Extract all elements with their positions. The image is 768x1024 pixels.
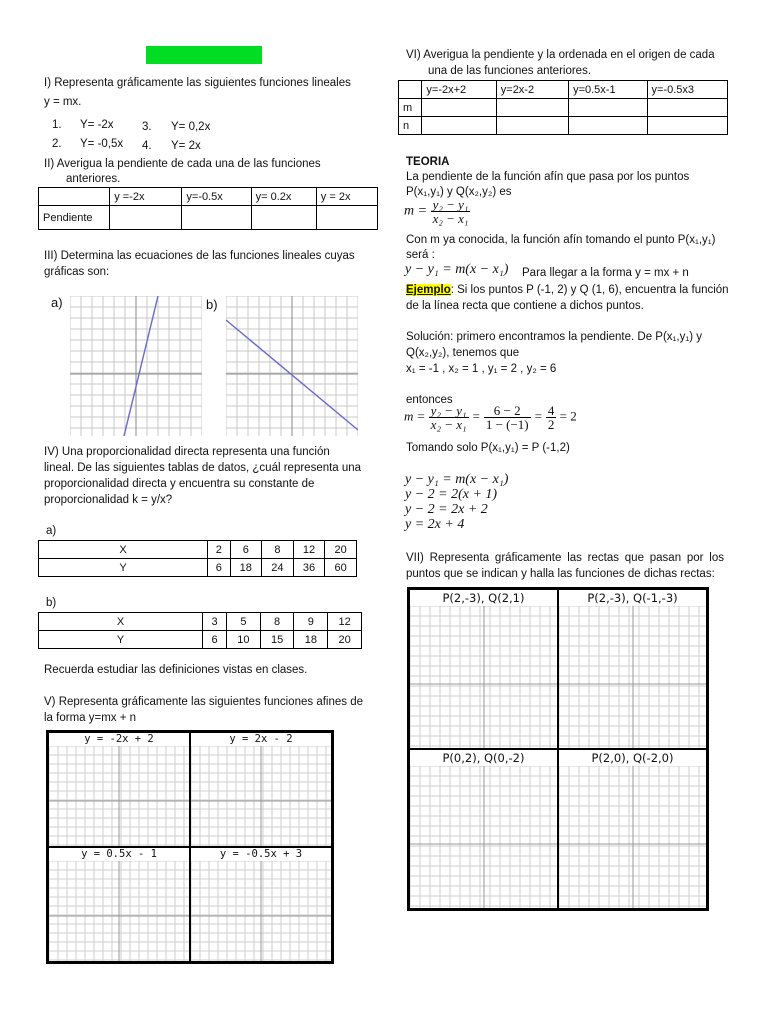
ejemplo-text: : Si los puntos P (-1, 2) y Q (1, 6), encuentra la función: [450, 284, 729, 296]
slope-calculation: m = $\frac{\text{y₂ − y₁}}{\text{x₂ − x₁}}$ = $\frac{6 - 2}{1 - (-1)}$ = $\frac{4}{2}$ = 2: [404, 403, 577, 432]
reminder-text: Recuerda estudiar las definiciones vistas en clases.: [44, 664, 308, 676]
data-table-b: [38, 612, 362, 649]
table-header: y= 0.2x: [251, 188, 316, 206]
section-5-title-cont: la forma y=mx + n: [44, 712, 137, 724]
table-cell[interactable]: [569, 117, 647, 135]
graph-a-line: [124, 296, 158, 436]
table-cell: 12: [293, 541, 325, 559]
list-item: Y= -2x: [80, 119, 114, 131]
table-cell: 20: [328, 631, 362, 649]
table-header: y = 2x: [316, 188, 377, 206]
formula-result: = 2: [559, 408, 577, 424]
list-number: 1.: [52, 119, 62, 131]
teoria-line: La pendiente de la función afín que pasa por los puntos: [406, 171, 690, 183]
section-5-title: V) Representa gráficamente las siguientes funciones afines de: [44, 696, 363, 708]
section-3-title: III) Determina las ecuaciones de las funciones lineales cuyas: [44, 250, 355, 262]
solution-step: y − 2 = 2x + 2: [405, 502, 488, 517]
section-4-line: IV) Una proporcionalidad directa representa una función: [44, 446, 330, 458]
table-cell: 18: [230, 559, 262, 577]
teoria-line: será :: [406, 249, 435, 261]
solution-line: Q(x₂,y₂), tenemos que: [406, 347, 520, 359]
table-cell[interactable]: [647, 117, 728, 135]
section-4-line: proporcionalidad k = y/x?: [44, 494, 173, 506]
slope-formula: [404, 198, 470, 225]
table-cell[interactable]: [569, 99, 647, 117]
table-cell: 6: [203, 631, 227, 649]
table-cell[interactable]: [182, 206, 251, 230]
table-row-label: X: [39, 541, 208, 559]
list-number: 2.: [52, 138, 62, 150]
table-header: y=-0.5x: [182, 188, 251, 206]
list-item: Y= -0,5x: [80, 138, 124, 150]
section-2-title-cont: anteriores.: [66, 173, 121, 185]
table-cell[interactable]: [496, 99, 568, 117]
section-3-title-cont: gráficas son:: [44, 266, 110, 278]
table-cell: 6: [230, 541, 262, 559]
table-cell: 20: [325, 541, 357, 559]
formula-denominator: 2: [547, 417, 555, 432]
table-header: y=-2x+2: [422, 81, 496, 99]
solution-step: y = 2x + 4: [405, 517, 465, 532]
section-4-line: lineal. De las siguientes tablas de datos, ¿cuál representa una: [44, 462, 362, 474]
list-number: 4.: [142, 140, 152, 152]
grid-cell[interactable]: [190, 732, 332, 847]
table-cell: 36: [293, 559, 325, 577]
grid-cell[interactable]: [190, 847, 332, 962]
list-item: Y= 0,2x: [171, 121, 211, 133]
section-6-title-cont: una de las funciones anteriores.: [428, 65, 592, 77]
grid-cell[interactable]: [409, 749, 558, 909]
table-cell: 5: [227, 613, 261, 631]
formula-lhs: m =: [404, 203, 428, 219]
graph-b-label: b): [206, 297, 218, 312]
grid-title: y = -2x + 2: [84, 733, 154, 745]
table-a-label: a): [46, 525, 57, 537]
table-cell: 9: [294, 613, 328, 631]
slope-intercept-table: [398, 80, 728, 135]
teoria-title: TEORIA: [406, 156, 450, 168]
table-header: y=2x-2: [496, 81, 568, 99]
graph-a-label: a): [51, 295, 63, 310]
grid-title: y = -0.5x + 3: [219, 848, 303, 860]
grid-cell[interactable]: [409, 589, 558, 749]
entonces-text: entonces: [406, 394, 453, 406]
table-b-label: b): [46, 597, 57, 609]
formula-numerator: y₂ − y₁: [432, 197, 469, 212]
solution-step: y − y₁ = m(x − x₁): [405, 472, 509, 487]
teoria-line: P(x₁,y₁) y Q(x₂,y₂) es: [406, 186, 512, 198]
section-1-title: I) Representa gráficamente las siguientes funciones lineales: [44, 77, 351, 89]
table-cell: 2: [208, 541, 231, 559]
section-7-line: VII) Representa gráficamente las rectas que pasan por los: [406, 552, 724, 564]
table-cell: 18: [294, 631, 328, 649]
table-row-label: Y: [39, 559, 208, 577]
teoria-line: Con m ya conocida, la función afín tomando el punto P(x₁,y₁): [406, 234, 716, 246]
table-cell: 3: [203, 613, 227, 631]
solution-line: x₁ = -1 , x₂ = 1 , y₁ = 2 , y₂ = 6: [406, 363, 557, 375]
section-7-line: puntos que se indican y halla las funciones de dichas rectas:: [406, 568, 715, 580]
table-cell: 8: [260, 613, 294, 631]
table-cell: 10: [227, 631, 261, 649]
solution-step: y − 2 = 2(x + 1): [405, 487, 498, 502]
formula-numerator: y₂ − y₁: [430, 403, 467, 418]
tomando-text: Tomando solo P(x₁,y₁) = P (-1,2): [406, 442, 570, 454]
table-cell: 24: [262, 559, 294, 577]
ejemplo-line: [406, 282, 729, 298]
table-row-label: Pendiente: [39, 206, 110, 230]
table-cell[interactable]: [496, 117, 568, 135]
formula-denominator: x₂ − x₁: [432, 211, 469, 226]
formula-lhs: m =: [404, 408, 426, 424]
table-cell[interactable]: [316, 206, 377, 230]
grid-cell[interactable]: [48, 732, 190, 847]
data-table-a: [38, 540, 357, 577]
table-header: [39, 188, 110, 206]
formula-numerator: 6 − 2: [484, 404, 531, 418]
slope-table: [38, 187, 378, 230]
formula-numerator: 4: [547, 403, 555, 418]
table-cell[interactable]: [647, 99, 728, 117]
section-7-grids: [407, 587, 709, 911]
table-cell: 12: [328, 613, 362, 631]
grid-title: P(2,0), Q(-2,0): [591, 751, 674, 765]
point-slope-formula: y − y₁ = m(x − x₁): [405, 262, 509, 277]
table-header: y =-2x: [110, 188, 182, 206]
list-number: 3.: [142, 121, 152, 133]
table-cell[interactable]: [110, 206, 182, 230]
formula-denominator: x₂ − x₁: [430, 417, 467, 432]
form-note: Para llegar a la forma y = mx + n: [522, 267, 689, 279]
solution-steps: [405, 472, 508, 532]
ejemplo-line-2: de la línea recta que contiene a dichos puntos.: [406, 300, 644, 312]
table-cell: 8: [262, 541, 294, 559]
table-row-label: n: [399, 117, 422, 135]
table-cell[interactable]: [422, 117, 496, 135]
grid-title: P(0,2), Q(0,-2): [442, 751, 525, 765]
grid-title: P(2,-3), Q(-1,-3): [587, 591, 678, 605]
formula-denominator: 1 − (−1): [485, 417, 529, 432]
section-1-subtitle: y = mx.: [44, 96, 82, 108]
table-cell: 6: [208, 559, 231, 577]
graph-a: [70, 296, 202, 436]
grid-cell[interactable]: [48, 847, 190, 962]
grid-cell[interactable]: [558, 749, 707, 909]
section-4-line: proporcionalidad directa y encuentra su constante de: [44, 478, 315, 490]
section-6-title: VI) Averigua la pendiente y la ordenada en el origen de cada: [406, 49, 715, 61]
grid-title: y = 0.5x - 1: [81, 848, 157, 860]
table-cell: 60: [325, 559, 357, 577]
table-header: y=0.5x-1: [569, 81, 647, 99]
list-item: Y= 2x: [171, 140, 201, 152]
table-row-label: X: [39, 613, 203, 631]
table-cell[interactable]: [251, 206, 316, 230]
grid-cell[interactable]: [558, 589, 707, 749]
table-header: [399, 81, 422, 99]
section-2-title: II) Averigua la pendiente de cada una de las funciones: [44, 158, 321, 170]
grid-title: y = 2x - 2: [229, 733, 293, 745]
grid-title: P(2,-3), Q(2,1): [442, 591, 525, 605]
ejemplo-label: Ejemplo: [406, 284, 451, 296]
table-row-label: Y: [39, 631, 203, 649]
solution-line: Solución: primero encontramos la pendiente. De P(x₁,y₁) y: [406, 331, 703, 343]
green-highlight-bar: [146, 46, 262, 64]
table-row-label: m: [399, 99, 422, 117]
graph-b: [226, 296, 358, 436]
table-header: y=-0.5x3: [647, 81, 728, 99]
table-cell: 15: [260, 631, 294, 649]
table-cell[interactable]: [422, 99, 496, 117]
section-5-grids: [46, 730, 334, 964]
